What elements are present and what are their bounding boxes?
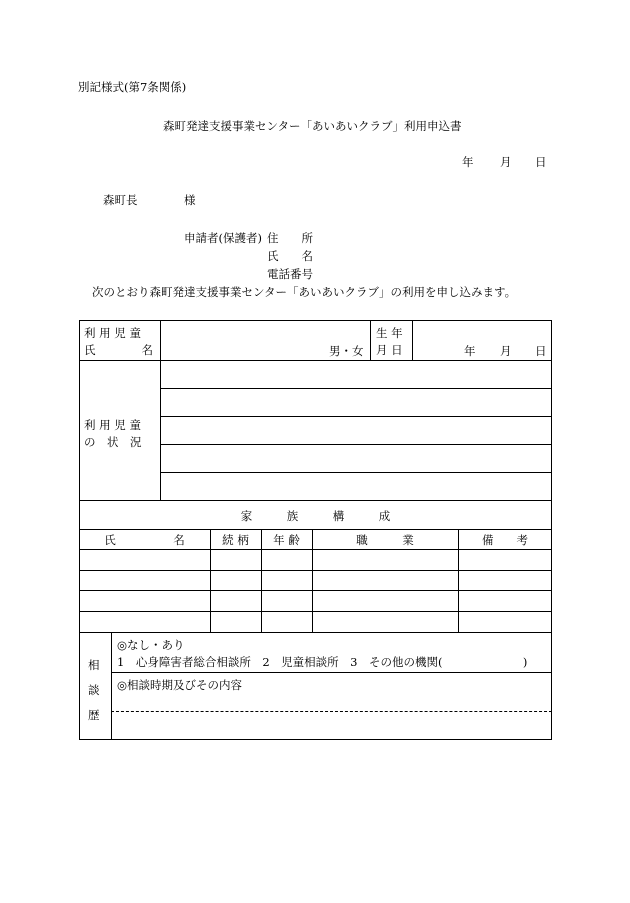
phone-label: 電話番号	[267, 267, 313, 281]
page-title: 森町発達支援事業センター「あいあいクラブ」利用申込書	[163, 119, 462, 133]
child-status-label-line2: の 状 況	[84, 435, 142, 449]
date-month-label: 月	[500, 155, 512, 169]
family-col-relation: 続 柄	[222, 533, 249, 547]
birth-label-line1: 生 年	[376, 326, 403, 340]
date-year-label: 年	[462, 155, 474, 169]
consult-presence: ◎なし・あり	[117, 638, 185, 652]
child-status-label-line1: 利 用 児 童	[84, 418, 141, 432]
consult-label-3: 歴	[88, 708, 100, 722]
applicant-name-label: 氏 名	[267, 249, 313, 263]
applicant-label: 申請者(保護者)	[184, 231, 262, 245]
family-section-title: 家 族 構 成	[240, 509, 391, 523]
consult-timing-label: ◎相談時期及びその内容	[117, 678, 243, 692]
form-reference: 別記様式(第7条関係)	[78, 80, 187, 94]
honorific: 様	[184, 193, 196, 207]
consult-label-2: 談	[88, 683, 100, 697]
gender-options: 男・女	[329, 344, 364, 358]
family-col-name: 氏 名	[104, 533, 185, 547]
family-col-age: 年 齢	[273, 533, 300, 547]
request-text: 次のとおり森町発達支援事業センター「あいあいクラブ」の利用を申し込みます。	[92, 285, 517, 299]
child-name-label-line1: 利 用 児 童	[84, 326, 141, 340]
addressee: 森町長	[103, 193, 138, 207]
family-col-occupation: 職 業	[356, 533, 414, 547]
birth-month-label: 月	[500, 344, 512, 358]
address-label: 住 所	[267, 231, 313, 245]
birth-year-label: 年	[464, 344, 476, 358]
child-name-label-line2: 氏 名	[84, 343, 153, 357]
consult-label-1: 相	[88, 658, 100, 672]
application-table	[79, 320, 552, 740]
date-day-label: 日	[535, 155, 547, 169]
birth-day-label: 日	[535, 344, 547, 358]
birth-label-line2: 月 日	[376, 343, 403, 357]
family-col-remarks: 備 考	[482, 533, 528, 547]
consult-institutions: 1 心身障害者総合相談所 2 児童相談所 3 その他の機関( )	[117, 655, 528, 669]
